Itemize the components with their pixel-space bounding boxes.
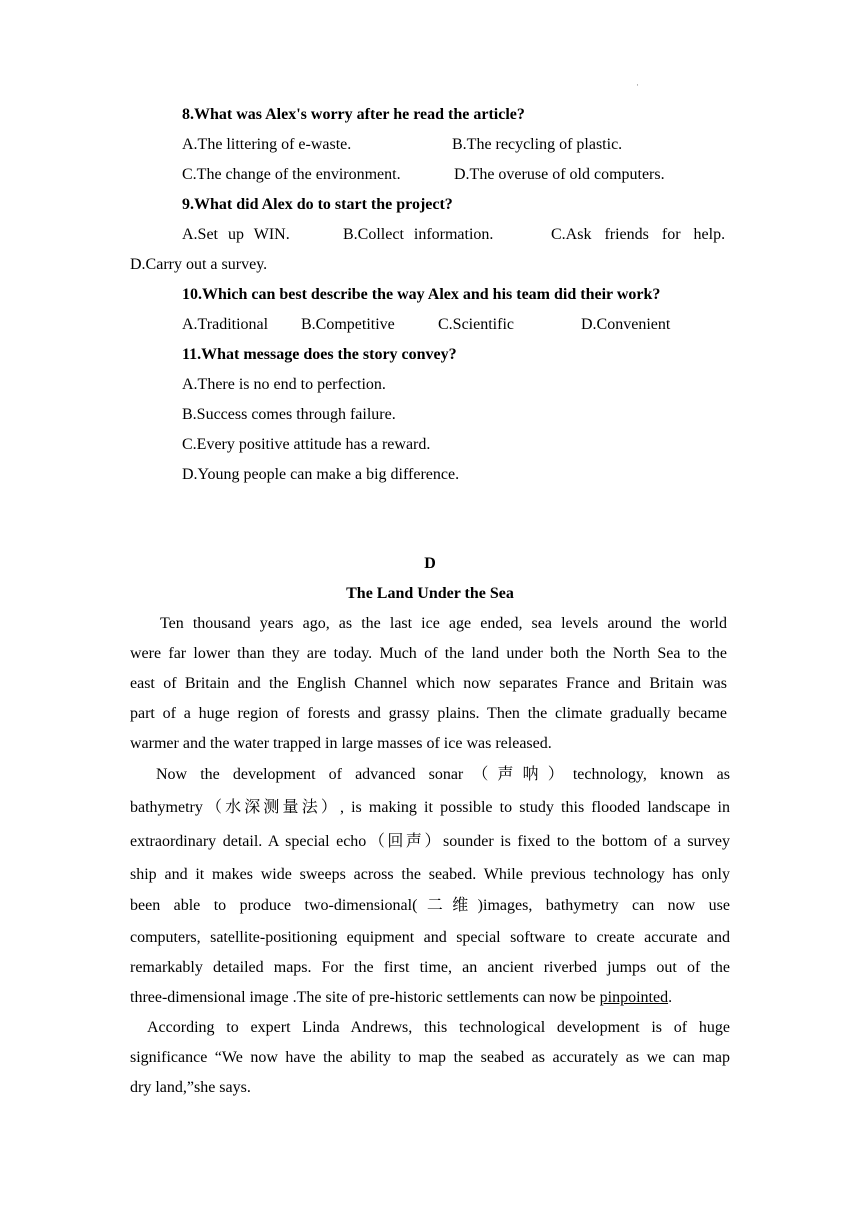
- q10-option-a: A.Traditional: [182, 316, 269, 333]
- q8-option-a: A.The littering of e-waste.: [182, 136, 352, 153]
- q8-option-b: B.The recycling of plastic.: [452, 136, 623, 153]
- p1-line-2: were far lower than they are today. Much of the land under both the North Sea to the: [130, 645, 727, 662]
- p1-line-3: east of Britain and the English Channel which now separates France and Britain was: [130, 675, 727, 692]
- p2-line-2: bathymetry（水深测量法）, is making it possible to study this flooded landscape in: [130, 799, 730, 816]
- page-mark: ·: [636, 80, 639, 90]
- q10-option-c: C.Scientific: [438, 316, 514, 333]
- p1-line-4: part of a huge region of forests and grassy plains. Then the climate gradually became: [130, 705, 727, 722]
- p1-line-5: warmer and the water trapped in large masses of ice was released.: [130, 735, 552, 752]
- q9-option-a: A.Set up WIN.: [182, 226, 290, 243]
- q9-option-b: B.Collect information.: [343, 226, 494, 243]
- p2-line-8: [130, 988, 730, 1008]
- passage-title: The Land Under the Sea: [346, 585, 514, 602]
- question-10: 10.Which can best describe the way Alex and his team did their work?: [182, 286, 661, 303]
- p2-line-8-end: .: [668, 989, 673, 1006]
- q11-option-a: A.There is no end to perfection.: [182, 376, 386, 393]
- p3-line-1: According to expert Linda Andrews, this technological development is of huge: [147, 1019, 730, 1036]
- p2-line-1: Now the development of advanced sonar（声呐）technology, known as: [156, 766, 730, 783]
- p2-line-3: extraordinary detail. A special echo（回声）sounder is fixed to the bottom of a survey: [130, 833, 730, 850]
- q10-option-d: D.Convenient: [581, 316, 671, 333]
- question-8: 8.What was Alex's worry after he read the article?: [182, 106, 525, 123]
- section-letter: D: [424, 555, 436, 572]
- q9-option-d: D.Carry out a survey.: [130, 256, 268, 273]
- p2-line-4: ship and it makes wide sweeps across the seabed. While previous technology has only: [130, 866, 730, 883]
- q11-option-b: B.Success comes through failure.: [182, 406, 396, 423]
- p2-line-7: remarkably detailed maps. For the first time, an ancient riverbed jumps out of the: [130, 959, 730, 976]
- p2-line-6: computers, satellite-positioning equipment and special software to create accurate and: [130, 929, 730, 946]
- question-9: 9.What did Alex do to start the project?: [182, 196, 453, 213]
- q11-option-d: D.Young people can make a big difference.: [182, 466, 460, 483]
- q8-option-d: D.The overuse of old computers.: [454, 166, 665, 183]
- p2-line-5: been able to produce two-dimensional(二维)images, bathymetry can now use: [130, 897, 730, 914]
- p3-line-2: significance “We now have the ability to map the seabed as accurately as we can map: [130, 1049, 730, 1066]
- question-11: 11.What message does the story convey?: [182, 346, 457, 363]
- p3-line-3: dry land,”she says.: [130, 1079, 251, 1096]
- p1-line-1: Ten thousand years ago, as the last ice age ended, sea levels around the world: [160, 615, 727, 632]
- q9-option-c: C.Ask friends for help.: [551, 226, 726, 243]
- p2-line-8-text: three-dimensional image .The site of pre-historic settlements can now be: [130, 989, 600, 1006]
- underlined-word-pinpointed: pinpointed: [599, 989, 669, 1006]
- q10-option-b: B.Competitive: [301, 316, 395, 333]
- q11-option-c: C.Every positive attitude has a reward.: [182, 436, 431, 453]
- q8-option-c: C.The change of the environment.: [182, 166, 401, 183]
